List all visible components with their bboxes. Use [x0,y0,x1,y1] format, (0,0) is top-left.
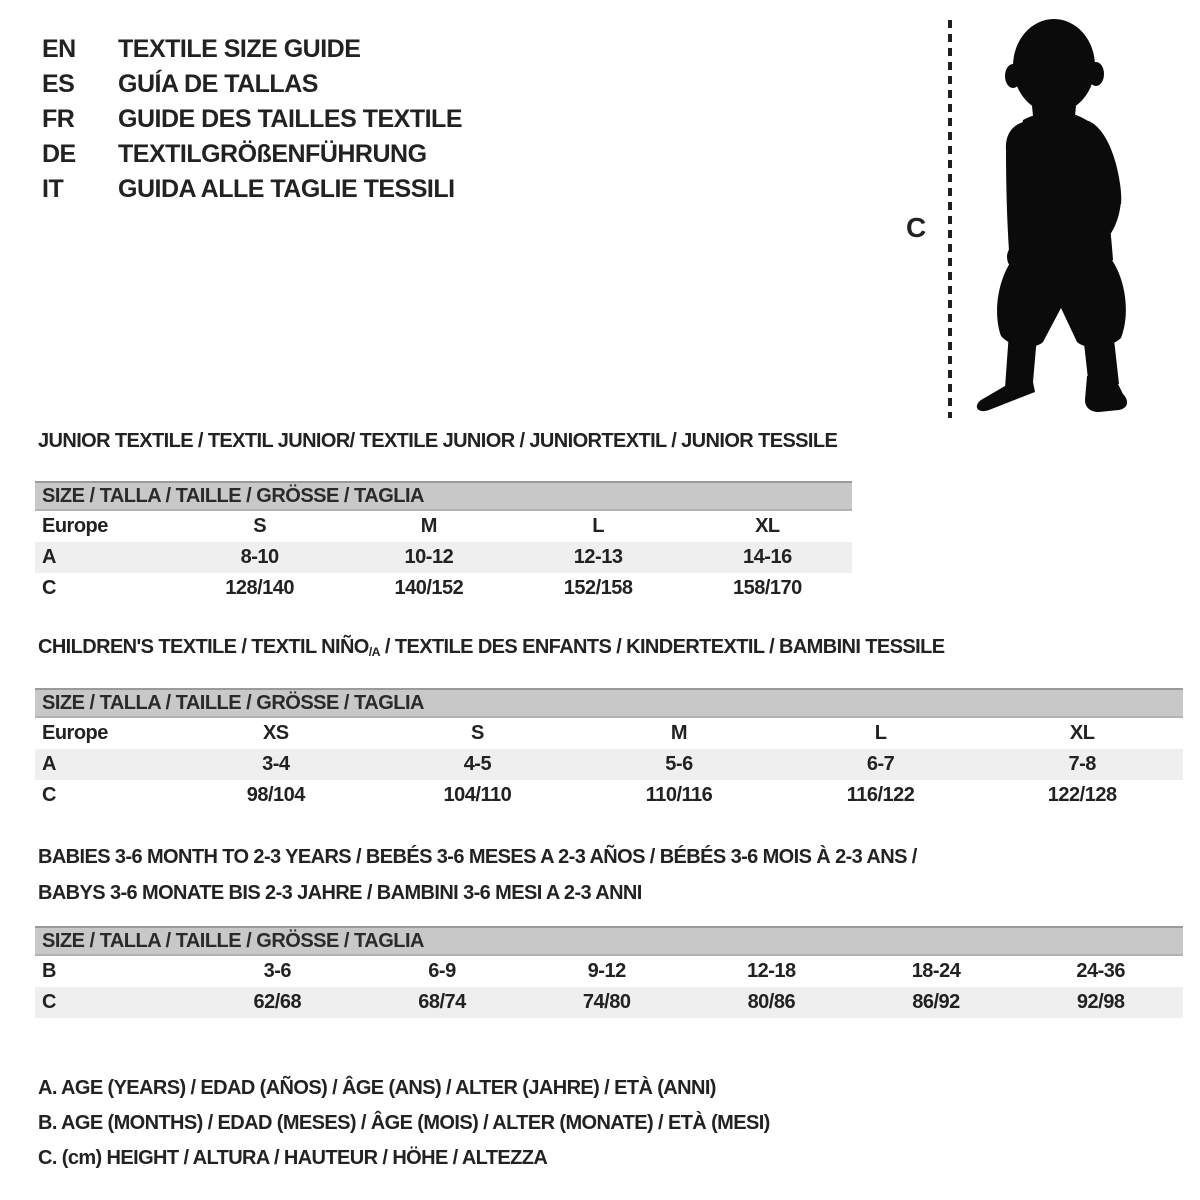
table-row-height [35,573,852,604]
babies-section-title-line1: BABIES 3-6 MONTH TO 2-3 YEARS / BEBÉS 3-6 MESES A 2-3 AÑOS / BÉBÉS 3-6 MOIS À 2-3 ANS / [38,846,917,868]
language-code: FR [42,105,75,133]
language-label: TEXTILE SIZE GUIDE [118,35,361,63]
table-row-age-months [35,956,1183,987]
language-code: DE [42,140,76,168]
size-cell: 24-36 [1076,960,1126,982]
size-cell: 3-6 [263,960,292,982]
size-cell: 152/158 [563,577,633,599]
children-title-main: CHILDREN'S TEXTILE / TEXTIL NIÑO [38,636,369,658]
size-cell: 116/122 [846,784,915,806]
size-cell: 8-10 [240,546,279,568]
language-guide-list [42,32,462,207]
size-columns-row [35,511,852,542]
row-label: C [42,784,56,806]
size-cell: 128/140 [225,577,295,599]
size-column: XL [755,515,780,537]
legend-line-age-months: B. AGE (MONTHS) / EDAD (MESES) / ÂGE (MOIS) / ALTER (MONATE) / ETÀ (MESI) [38,1112,770,1134]
row-label: C [42,577,56,599]
children-size-table [35,688,1183,811]
language-code: IT [42,175,64,203]
size-cell: 12-18 [747,960,796,982]
size-cell: 6-7 [866,753,895,775]
size-column: XL [1069,722,1095,744]
size-column: S [470,722,484,744]
region-label: Europe [42,722,108,744]
size-header-bar: SIZE / TALLA / TAILLE / GRÖSSE / TAGLIA [35,688,1183,718]
size-cell: 158/170 [732,577,802,599]
legend-line-age-years: A. AGE (YEARS) / EDAD (AÑOS) / ÂGE (ANS) / ALTER (JAHRE) / ETÀ (ANNI) [38,1077,716,1099]
size-cell: 104/110 [443,784,512,806]
toddler-silhouette [972,14,1138,420]
children-title-rest: / TEXTILE DES ENFANTS / KINDERTEXTIL / BAMBINI TESSILE [379,636,945,658]
size-columns-row [35,718,1183,749]
size-cell: 62/68 [253,991,302,1013]
row-label: A [42,546,56,568]
size-cell: 140/152 [394,577,464,599]
size-column: M [420,515,437,537]
row-label: A [42,753,56,775]
size-column: L [874,722,887,744]
size-cell: 18-24 [911,960,961,982]
size-column: XS [262,722,289,744]
size-cell: 5-6 [665,753,693,775]
table-row-height [35,987,1183,1018]
language-label: GUIDA ALLE TAGLIE TESSILI [118,175,455,203]
size-column: M [670,722,688,744]
size-cell: 86/92 [912,991,960,1013]
size-cell: 7-8 [1068,753,1096,775]
size-cell: 122/128 [1047,784,1117,806]
height-measure-label: C [906,212,926,243]
measurement-legend [38,1071,770,1176]
size-cell: 3-4 [262,753,290,775]
size-header-bar: SIZE / TALLA / TAILLE / GRÖSSE / TAGLIA [35,481,852,511]
size-cell: 110/116 [645,784,713,806]
language-label: GUÍA DE TALLAS [118,70,318,98]
size-cell: 6-9 [428,960,456,982]
children-section-title [38,636,944,659]
size-cell: 14-16 [743,546,792,568]
size-cell: 10-12 [404,546,454,568]
region-label: Europe [42,515,108,537]
size-cell: 4-5 [463,753,492,775]
size-column: L [592,515,604,537]
size-cell: 98/104 [246,784,305,806]
size-cell: 12-13 [573,546,623,568]
row-label: C [42,991,56,1013]
size-cell: 74/80 [582,991,631,1013]
babies-size-table [35,926,1183,1018]
row-label: B [42,960,56,982]
language-code: ES [42,70,75,98]
junior-size-table [35,481,852,604]
size-header-bar: SIZE / TALLA / TAILLE / GRÖSSE / TAGLIA [35,926,1183,956]
language-label: TEXTILGRÖßENFÜHRUNG [118,140,427,168]
size-cell: 92/98 [1076,991,1125,1013]
legend-line-height-cm: C. (cm) HEIGHT / ALTURA / HAUTEUR / HÖHE / ALTEZZA [38,1147,548,1169]
size-column: S [253,515,267,537]
size-cell: 80/86 [747,991,796,1013]
table-row-age [35,749,1183,780]
children-title-subscript: /A [368,645,380,660]
size-cell: 9-12 [587,960,626,982]
language-code: EN [42,35,76,63]
babies-section-title-line2: BABYS 3-6 MONATE BIS 2-3 JAHRE / BAMBINI 3-6 MESI A 2-3 ANNI [38,882,642,904]
table-row-age [35,542,852,573]
table-row-height [35,780,1183,811]
height-dashed-line [948,20,952,418]
language-label: GUIDE DES TAILLES TEXTILE [118,105,463,133]
junior-section-title: JUNIOR TEXTILE / TEXTIL JUNIOR/ TEXTILE JUNIOR / JUNIORTEXTIL / JUNIOR TESSILE [38,430,838,452]
size-cell: 68/74 [418,991,466,1013]
